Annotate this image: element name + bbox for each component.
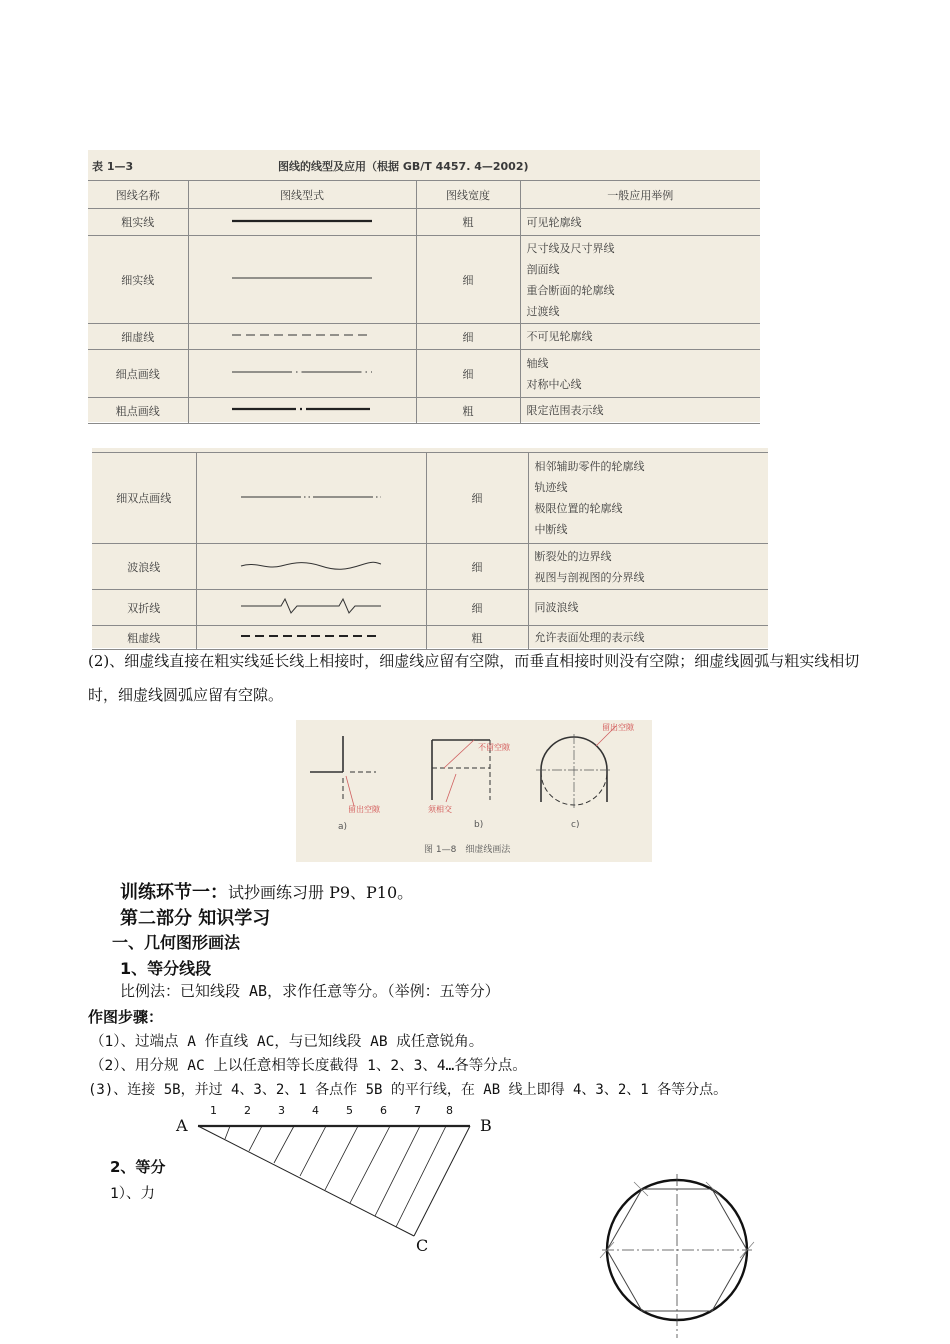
step-2: （2）、用分规 AC 上以任意相等长度截得 1、2、3、4…各等分点。 <box>90 1058 527 1074</box>
parallel-lines <box>225 1126 446 1227</box>
table-scan-top <box>88 150 760 422</box>
row-app: 轨迹线 <box>534 481 568 494</box>
row-app-list <box>520 236 760 324</box>
line-sample-thin-solid <box>188 236 416 324</box>
row-app: 断裂处的边界线 <box>534 549 612 563</box>
row-name: 波浪线 <box>92 544 196 590</box>
section-one-heading: 一、几何图形画法 <box>112 933 241 952</box>
row-width: 细 <box>416 350 520 398</box>
training-text: 试抄画练习册 P9、P10。 <box>228 883 414 902</box>
row-app-list <box>528 544 768 590</box>
row-name: 双折线 <box>92 590 196 626</box>
step-1: （1）、过端点 A 作直线 AC，与已知线段 AB 成任意锐角。 <box>90 1034 484 1050</box>
line-sample-wavy <box>196 544 426 590</box>
label-intersect: 须相交 <box>428 805 452 814</box>
line-sample-thin-double-dot-dash <box>196 453 426 544</box>
label-gap-left: 留出空隙 <box>348 805 380 814</box>
row-app: 允许表面处理的表示线 <box>528 626 768 650</box>
subfigure-c-label: c) <box>571 820 580 830</box>
row-width: 粗 <box>416 209 520 236</box>
table-scan-bottom <box>92 448 768 648</box>
tick-label: 7 <box>414 1104 421 1117</box>
row-name: 粗点画线 <box>88 398 188 424</box>
line-sample-thin-dot-dash <box>188 350 416 398</box>
table-row <box>92 453 768 544</box>
line-sample-zigzag <box>196 590 426 626</box>
row-app: 可见轮廓线 <box>520 209 760 236</box>
table-row <box>88 398 760 424</box>
header-style: 图线型式 <box>188 181 416 209</box>
segment-division-diagram <box>190 1120 480 1246</box>
row-name: 细实线 <box>88 236 188 324</box>
row-app: 剖面线 <box>526 262 560 276</box>
row-app: 相邻辅助零件的轮廓线 <box>534 460 645 473</box>
table-row <box>92 544 768 590</box>
table-row <box>88 209 760 236</box>
steps-heading: 作图步骤： <box>88 1008 164 1026</box>
note-paragraph: (2)、细虚线直接在粗实线延长线上相接时，细虚线应留有空隙，而垂直相接时则没有空隙；细虚线圆弧与粗实线相切时，细虚线圆弧应留有空隙。 <box>88 652 860 704</box>
line-sample-thick-dot-dash <box>188 398 416 424</box>
row-width: 细 <box>416 324 520 350</box>
tick-label: 6 <box>380 1104 387 1117</box>
training-line <box>120 878 413 904</box>
row-width: 粗 <box>416 398 520 424</box>
tick-label: 2 <box>244 1104 251 1117</box>
line-sample-thin-dashed <box>188 324 416 350</box>
table-header-row <box>88 181 760 209</box>
label-gap-right: 留出空隙 <box>602 723 634 732</box>
line-types-table-continued <box>92 452 768 650</box>
ratio-method-text: 比例法：已知线段 AB，求作任意等分。（举例：五等分） <box>120 982 500 1000</box>
table-row <box>92 590 768 626</box>
row-width: 细 <box>416 236 520 324</box>
hexagon-inscribed-circle-diagram <box>596 1172 758 1340</box>
row-app: 限定范围表示线 <box>520 398 760 424</box>
row-app: 过渡线 <box>526 304 560 318</box>
table-title: 图线的线型及应用（根据 GB/T 4457. 4—2002) <box>278 160 529 173</box>
step-3: (3)、连接 5B，并过 4、3、2、1 各点作 5B 的平行线，在 AB 线上即得 4、3、2、1 各等分点。 <box>88 1082 728 1098</box>
row-name: 粗虚线 <box>92 626 196 650</box>
figure-1-8-drawing <box>296 720 652 862</box>
row-app: 对称中心线 <box>526 377 582 391</box>
row-app: 同波浪线 <box>528 590 768 626</box>
row-app: 轴线 <box>526 356 549 370</box>
line-types-table <box>88 180 760 424</box>
row-width: 细 <box>426 544 528 590</box>
point-c-label: C <box>416 1236 429 1255</box>
row-app: 不可见轮廓线 <box>520 324 760 350</box>
row-app: 中断线 <box>534 523 568 536</box>
row-name: 粗实线 <box>88 209 188 236</box>
header-width: 图线宽度 <box>416 181 520 209</box>
figure-dashed-line-methods <box>296 720 652 862</box>
row-app-list <box>520 350 760 398</box>
subfigure-b-label: b) <box>474 820 484 830</box>
row-name: 细虚线 <box>88 324 188 350</box>
tick-label: 3 <box>278 1104 285 1117</box>
row-app: 视图与剖视图的分界线 <box>534 570 645 584</box>
subsection-two-item-partial: 1）、力 <box>110 1186 155 1202</box>
row-width: 细 <box>426 590 528 626</box>
tick-label: 1 <box>210 1104 217 1117</box>
row-app: 尺寸线及尺寸界线 <box>526 241 615 255</box>
line-sample-thick-solid <box>188 209 416 236</box>
row-name: 细点画线 <box>88 350 188 398</box>
subsection-two-heading-partial: 2、等分 <box>110 1158 166 1176</box>
table-row <box>88 236 760 324</box>
row-app-list <box>528 453 768 544</box>
row-app: 极限位置的轮廓线 <box>534 502 623 515</box>
part-two-heading: 第二部分 知识学习 <box>120 908 271 929</box>
row-width: 细 <box>426 453 528 544</box>
subfigure-a-label: a) <box>338 822 348 832</box>
tick-label: 8 <box>446 1104 453 1117</box>
table-row <box>88 350 760 398</box>
row-name: 细双点画线 <box>92 453 196 544</box>
figure-caption: 图 1—8 细虚线画法 <box>424 845 511 855</box>
training-label: 训练环节一： <box>120 882 228 903</box>
row-width: 粗 <box>426 626 528 650</box>
table-row <box>88 324 760 350</box>
table-number: 表 1—3 <box>92 160 134 173</box>
segment-cb <box>414 1126 470 1236</box>
tick-label: 4 <box>312 1104 319 1117</box>
label-no-gap: 不留空隙 <box>478 743 510 752</box>
tick-label: 5 <box>346 1104 353 1117</box>
header-examples: 一般应用举例 <box>520 181 760 209</box>
row-app: 重合断面的轮廓线 <box>526 283 615 297</box>
subsection-one-heading: 1、等分线段 <box>120 959 212 978</box>
point-a-label: A <box>176 1116 188 1135</box>
point-b-label: B <box>480 1116 492 1135</box>
header-name: 图线名称 <box>88 181 188 209</box>
